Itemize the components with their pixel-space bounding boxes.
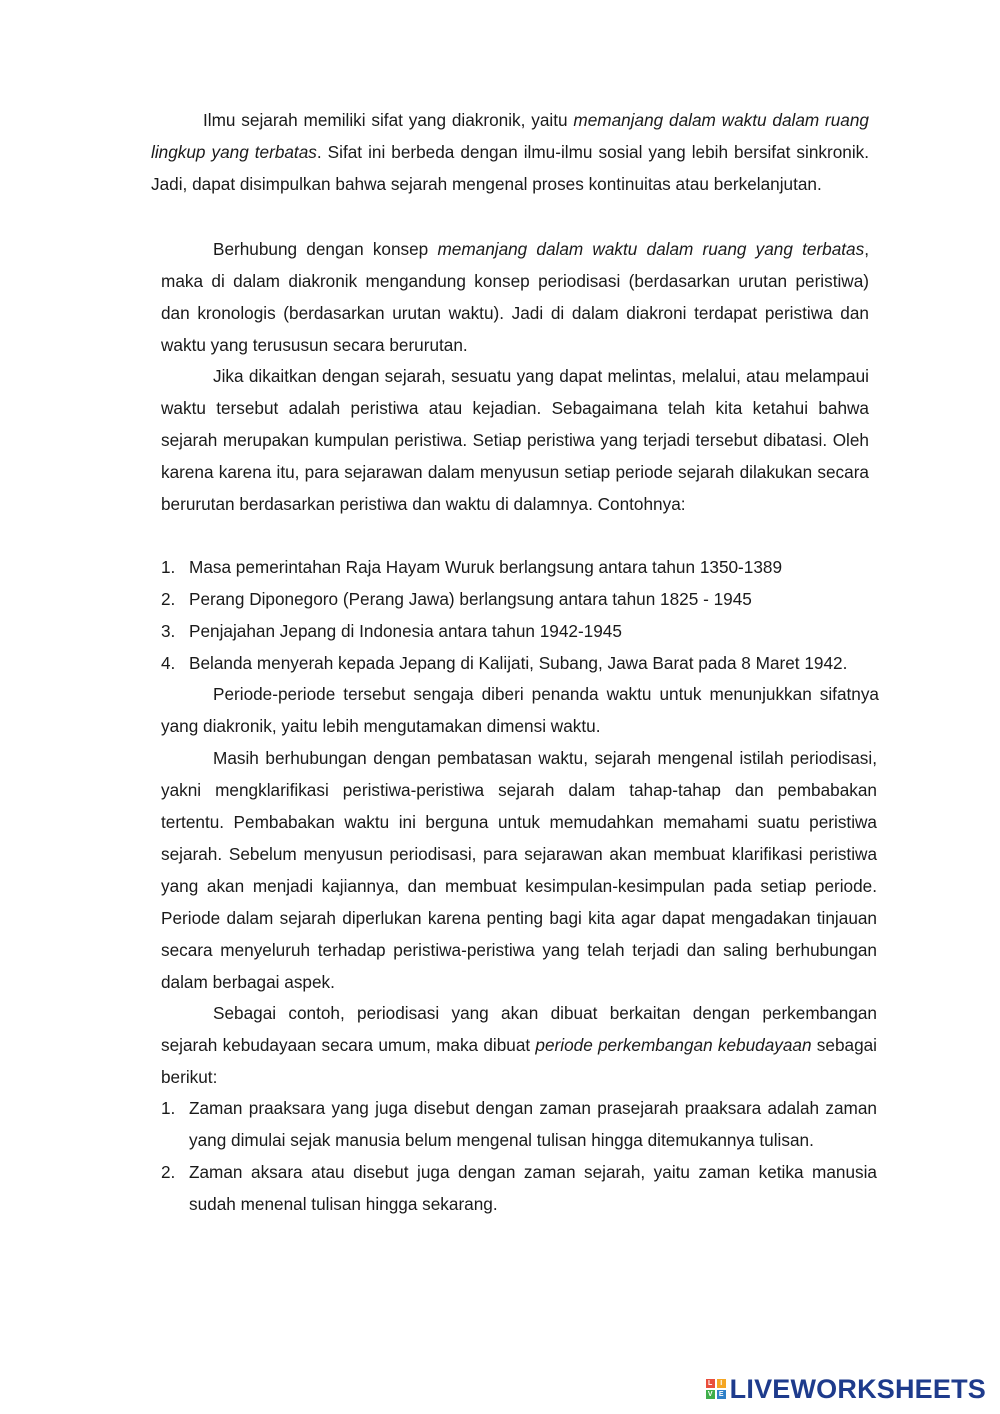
- example-number: 1.: [161, 557, 176, 577]
- example-number: 4.: [161, 653, 176, 673]
- liveworksheets-logo-text: LIVEWORKSHEETS: [729, 1374, 986, 1404]
- example-text: Penjajahan Jepang di Indonesia antara tahun 1942-1945: [189, 621, 622, 641]
- era-number: 1.: [161, 1098, 176, 1118]
- example-number: 2.: [161, 589, 176, 609]
- logo-tile: I: [717, 1379, 726, 1388]
- example-text: Masa pemerintahan Raja Hayam Wuruk berlangsung antara tahun 1350-1389: [189, 557, 783, 577]
- paragraph-1-text-c: . Sifat ini berbeda dengan ilmu-ilmu sosial yang lebih bersifat sinkronik. Jadi, dapat disimpulkan bahwa sejarah mengenal proses kontinuitas atau berkelanjutan.: [151, 142, 870, 194]
- era-list: [161, 1092, 877, 1220]
- paragraph-3: Jika dikaitkan dengan sejarah, sesuatu yang dapat melintas, melalui, atau melampaui waktu tersebut adalah peristiwa atau kejadian. Sebagaimana telah kita ketahui bahwa sejarah merupakan kumpulan peristiwa. Setiap peristiwa yang terjadi tersebut dibatasi. Oleh karena karena itu, para sejarawan dalam menyusun setiap periode sejarah dilakukan secara berurutan berdasarkan peristiwa dan waktu di dalamnya. Contohnya:: [161, 366, 869, 514]
- era-number: 2.: [161, 1162, 176, 1182]
- liveworksheets-logo[interactable]: [706, 1374, 986, 1404]
- paragraph-1-text-a: Ilmu sejarah memiliki sifat yang diakronik, yaitu: [203, 110, 574, 130]
- logo-tile: L: [706, 1379, 715, 1388]
- paragraph-4: Periode-periode tersebut sengaja diberi penanda waktu untuk menunjukkan sifatnya yang diakronik, yaitu lebih mengutamakan dimensi waktu.: [161, 684, 879, 736]
- example-number: 3.: [161, 621, 176, 641]
- liveworksheets-logo-icon: [706, 1379, 726, 1399]
- paragraph-6-text-a: Sebagai contoh, periodisasi yang akan dibuat berkaitan dengan perkembangan sejarah kebudayaan secara umum, maka dibuat: [161, 1003, 877, 1055]
- example-text: Perang Diponegoro (Perang Jawa) berlangsung antara tahun 1825 - 1945: [189, 589, 752, 609]
- paragraph-6-text-c: sebagai berikut:: [161, 1035, 878, 1087]
- paragraph-2: [161, 233, 869, 361]
- paragraph-6-italic: periode perkembangan kebudayaan: [535, 1035, 812, 1055]
- paragraph-2-text-c: , maka di dalam diakronik mengandung konsep periodisasi (berdasarkan urutan peristiwa) dan kronologis (berdasarkan urutan waktu). Jadi di dalam diakroni terdapat peristiwa dan waktu yang terususun secara berurutan.: [161, 239, 869, 355]
- example-text: Belanda menyerah kepada Jepang di Kalijati, Subang, Jawa Barat pada 8 Maret 1942.: [189, 653, 848, 673]
- era-item: [161, 1156, 877, 1220]
- example-item: [161, 583, 891, 615]
- paragraph-5: Masih berhubungan dengan pembatasan waktu, sejarah mengenal istilah periodisasi, yakni mengklarifikasi peristiwa-peristiwa sejarah dalam tahap-tahap dan pembabakan tertentu. Pembabakan waktu ini berguna untuk memudahkan memahami suatu peristiwa sejarah. Sebelum menyusun periodisasi, para sejarawan akan membuat klarifikasi peristiwa yang akan menjadi kajiannya, dan membuat kesimpulan-kesimpulan pada setiap periode. Periode dalam sejarah diperlukan karena penting bagi kita agar dapat mengadakan tinjauan secara menyeluruh terhadap peristiwa-peristiwa yang telah terjadi dan saling berhubungan dalam berbagai aspek.: [161, 748, 877, 992]
- example-item: [161, 615, 891, 647]
- paragraph-6: [161, 997, 877, 1093]
- example-list: [161, 551, 891, 679]
- paragraph-2-text-a: Berhubung dengan konsep: [213, 239, 438, 259]
- paragraph-1: [151, 104, 869, 200]
- paragraph-2-italic: memanjang dalam waktu dalam ruang yang terbatas: [437, 239, 865, 259]
- logo-tile: E: [717, 1390, 726, 1399]
- example-item: [161, 647, 891, 679]
- era-text: Zaman aksara atau disebut juga dengan zaman sejarah, yaitu zaman ketika manusia sudah menenal tulisan hingga sekarang.: [189, 1162, 877, 1214]
- era-text: Zaman praaksara yang juga disebut dengan zaman prasejarah praaksara adalah zaman yang dimulai sejak manusia belum mengenal tulisan hingga ditemukannya tulisan.: [189, 1098, 877, 1150]
- era-item: [161, 1092, 877, 1156]
- example-item: [161, 551, 891, 583]
- paragraph-1-italic: memanjang dalam waktu dalam ruang lingkup yang terbatas: [151, 110, 869, 162]
- logo-tile: V: [706, 1390, 715, 1399]
